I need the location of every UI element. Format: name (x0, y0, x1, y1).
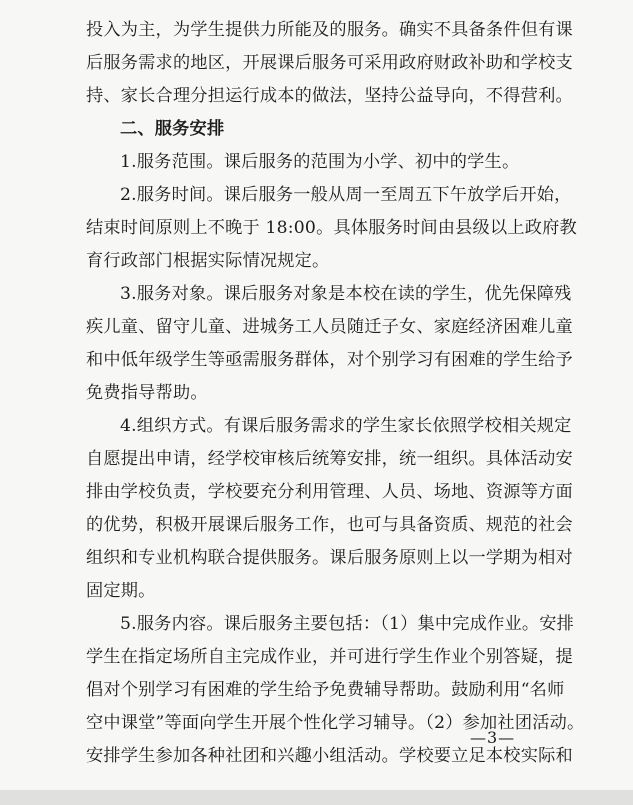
text-line: 自愿提出申请，经学校审核后统筹安排，统一组织。具体活动安 (86, 449, 573, 469)
text-line: 持、家长合理分担运行成本的做法，坚持公益导向，不得营利。 (86, 86, 573, 106)
text-line: 学生在指定场所自主完成作业，并可进行学生作业个别答疑，提 (86, 647, 573, 667)
text-line: 后服务需求的地区，开展课后服务可采用政府财政补助和学校支 (86, 53, 573, 73)
text-line: 固定期。 (86, 581, 156, 601)
text-line: 投入为主，为学生提供力所能及的服务。确实不具备条件但有课 (86, 20, 573, 40)
section-heading: 二、服务安排 (120, 119, 225, 139)
text-line: 疾儿童、留守儿童、进城务工人员随迁子女、家庭经济困难儿童 (86, 317, 573, 337)
text-line: 倡对个别学习有困难的学生给予免费辅导帮助。鼓励利用“名师 (86, 680, 565, 700)
page-number: —3— (470, 728, 516, 747)
text-line: 空中课堂”等面向学生开展个性化学习辅导。（2）参加社团活动。 (86, 713, 585, 733)
text-line: 结束时间原则上不晚于 18:00。具体服务时间由县级以上政府教 (86, 218, 577, 238)
text-line: 育行政部门根据实际情况规定。 (86, 251, 330, 271)
scan-bottom-edge (0, 790, 633, 805)
text-line: 的优势，积极开展课后服务工作，也可与具备资质、规范的社会 (86, 515, 573, 535)
text-line: 安排学生参加各种社团和兴趣小组活动。学校要立足本校实际和 (86, 746, 573, 766)
text-line: 免费指导帮助。 (86, 383, 208, 403)
document-body (86, 14, 585, 773)
text-line: 5.服务内容。课后服务主要包括：（1）集中完成作业。安排 (120, 614, 575, 634)
text-line: 2.服务时间。课后服务一般从周一至周五下午放学后开始， (120, 185, 572, 205)
text-line: 1.服务范围。课后服务的范围为小学、初中的学生。 (120, 152, 520, 172)
text-line: 4.组织方式。有课后服务需求的学生家长依照学校相关规定 (120, 416, 572, 436)
text-line: 3.服务对象。课后服务对象是本校在读的学生，优先保障残 (120, 284, 572, 304)
text-line: 和中低年级学生等亟需服务群体，对个别学习有困难的学生给予 (86, 350, 573, 370)
text-line: 排由学校负责，学校要充分利用管理、人员、场地、资源等方面 (86, 482, 573, 502)
text-line: 组织和专业机构联合提供服务。课后服务原则上以一学期为相对 (86, 548, 573, 568)
